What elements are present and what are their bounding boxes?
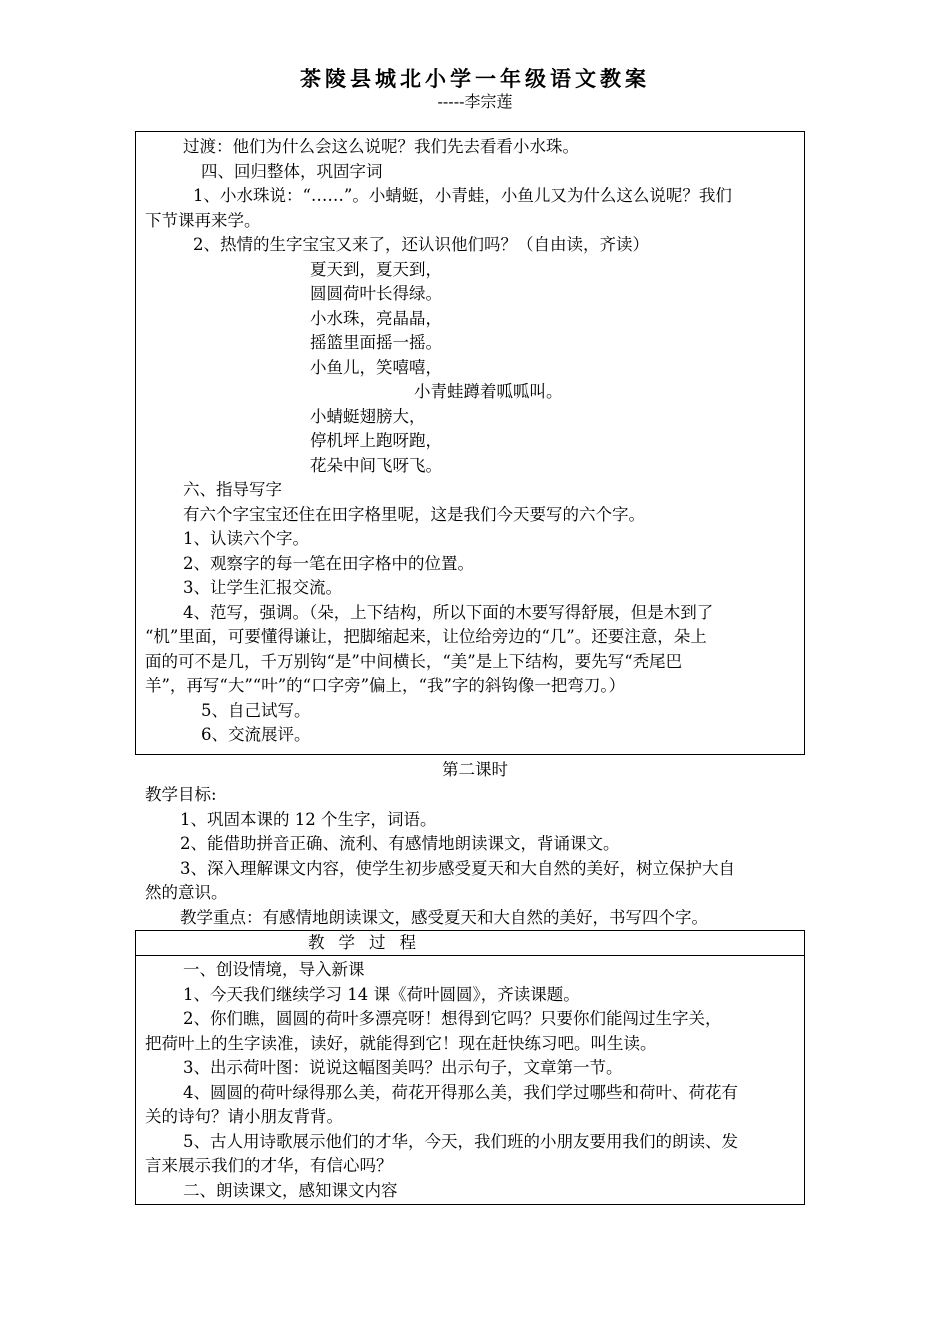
part4-item1-line1: 1、小水珠说：“……”。小蜻蜓，小青蛙，小鱼儿又为什么这么说呢？我们 (193, 186, 732, 205)
part6-step: 1、认读六个字。 (183, 529, 309, 548)
process-part1-title: 一、创设情境，导入新课 (183, 960, 365, 979)
goal-item: 2、能借助拼音正确、流利、有感情地朗读课文，背诵课文。 (180, 834, 620, 853)
poem-line: 夏天到，夏天到， (310, 259, 442, 279)
part6-step5: 5、自己试写。 (201, 700, 311, 720)
author-name: -----李宗莲 (437, 92, 513, 111)
poem-line: 停机坪上跑呀跑， (310, 431, 442, 450)
lesson-plan-table-2 (135, 930, 805, 1205)
part6-step4-line: 面的可不是几，千万别钩“是”中间横长，“美”是上下结构，要先写“秃尾巴 (145, 651, 683, 671)
part6-step6: 6、交流展评。 (201, 725, 311, 744)
key-points: 教学重点：有感情地朗读课文，感受夏天和大自然的美好，书写四个字。 (180, 907, 708, 927)
poem-line: 小青蛙蹲着呱呱叫。 (414, 382, 563, 401)
poem-line: 圆圆荷叶长得绿。 (310, 284, 442, 303)
process-item: 2、你们瞧，圆圆的荷叶多漂亮呀！想得到它吗？只要你们能闯过生字关， (183, 1009, 722, 1028)
lesson-plan-table-1 (135, 131, 805, 755)
process-heading: 教学过程 (136, 931, 804, 956)
process-item: 1、今天我们继续学习 14 课《荷叶圆圆》，齐读课题。 (183, 984, 580, 1004)
process-item: 5、古人用诗歌展示他们的才华，今天，我们班的小朋友要用我们的朗读、发 (183, 1131, 738, 1151)
process-part2-title: 二、朗读课文，感知课文内容 (183, 1180, 398, 1200)
poem-line: 小鱼儿，笑嘻嘻， (310, 357, 442, 377)
page-title: 茶陵县城北小学一年级语文教案 (300, 66, 650, 91)
transition-text: 过渡：他们为什么会这么说呢？我们先去看看小水珠。 (183, 137, 579, 156)
process-item: 3、出示荷叶图：说说这幅图美吗？出示句子，文章第一节。 (183, 1058, 623, 1077)
poem-line: 摇篮里面摇一摇。 (310, 333, 442, 352)
part4-title: 四、回归整体，巩固字词 (201, 161, 383, 181)
lesson2-title: 第二课时 (442, 760, 508, 779)
lesson2-goals (145, 783, 805, 930)
process-item: 4、圆圆的荷叶绿得那么美，荷花开得那么美，我们学过哪些和荷叶、荷花有 (183, 1082, 738, 1102)
part6-title: 六、指导写字 (183, 480, 282, 499)
part6-intro: 有六个字宝宝还住在田字格里呢，这是我们今天要写的六个字。 (183, 504, 645, 524)
poem-line: 花朵中间飞呀飞。 (310, 455, 442, 475)
part4-item2: 2、热情的生字宝宝又来了，还认识他们吗？（自由读，齐读） (193, 235, 649, 254)
goal-item: 3、深入理解课文内容，使学生初步感受夏天和大自然的美好，树立保护大自 (180, 858, 735, 878)
goal-item: 1、巩固本课的 12 个生字，词语。 (180, 809, 437, 829)
part6-step4-line: 羊”，再写“大”“叶”的“口字旁”偏上，“我”字的斜钩像一把弯刀。） (145, 676, 626, 695)
process-item: 言来展示我们的才华，有信心吗？ (145, 1156, 393, 1175)
process-item: 把荷叶上的生字读准，读好，就能得到它！现在赶快练习吧。叫生读。 (145, 1033, 657, 1053)
poem-line: 小蜻蜓翅膀大， (310, 406, 426, 426)
process-item: 关的诗句？请小朋友背背。 (145, 1107, 343, 1126)
goals-label: 教学目标: (145, 785, 217, 804)
part6-step: 3、让学生汇报交流。 (183, 578, 342, 597)
part6-step4-line: “机”里面，可要懂得谦让，把脚缩起来，让位给旁边的“几”。还要注意，朵上 (145, 627, 707, 646)
part6-step: 2、观察字的每一笔在田字格中的位置。 (183, 553, 474, 573)
part6-step4-line: 4、范写，强调。（朵，上下结构，所以下面的木要写得舒展，但是木到了 (183, 602, 714, 622)
part4-item1-line2: 下节课再来学。 (145, 210, 261, 230)
goal-item: 然的意识。 (145, 883, 228, 902)
poem-line: 小水珠，亮晶晶， (310, 308, 442, 328)
